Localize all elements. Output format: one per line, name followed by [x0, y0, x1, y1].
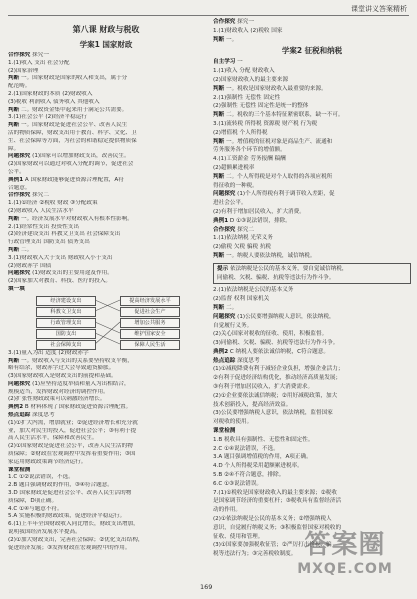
watermark-brand: 答案圈 — [304, 530, 386, 560]
text-line: 1.C ①②说法错误，不选。 — [8, 474, 74, 481]
text-line: 判断 一。国家财政是国家的收入和支出，属于分 — [8, 75, 128, 82]
text-line: 劳务服务各个环节的增值额。 — [213, 147, 286, 154]
text-line: (2)强制性 无偿性 固定性是统一的整体 — [213, 103, 309, 110]
text-line: 业，加大对民生的投入，促进社会公平；③有利于提 — [8, 427, 137, 434]
text-line: 典例1 A 国家财政能够促进资源合理配置，A符 — [8, 176, 124, 183]
text-line: 热点追踪 深度思考 — [213, 357, 260, 364]
text-line: (2)偷税 欠税 骗税 抗税 — [213, 244, 272, 251]
text-line: 活的物质保障，财政支出用于教育、科学、文化、卫 — [8, 129, 137, 136]
text-line: (3)同偷税、欠税、骗税、抗税等违法行为作斗争。 — [213, 340, 339, 347]
text-line: 3.(1)量入为出 适度 (2)财政赤字 — [8, 349, 89, 356]
text-line: 3.A 题目强调增值税的作用，A项正确。 — [213, 454, 312, 461]
text-line: 4.D 个人所得税采用超额累进税率。 — [213, 463, 303, 470]
text-line: (2)财政收入 人民生活水平 — [8, 207, 74, 214]
diagram-box-right: 维护国家安全 — [120, 329, 180, 339]
diagram-box-right: 促进社会生产 — [120, 307, 180, 317]
text-line: (2)关心国家对税收的征收、使用，积极监督。 — [213, 331, 328, 338]
text-line: 判断 一。财政收入与支出的关系要坚持收支平衡， — [8, 357, 133, 364]
text-line: ③有利于增加居民收入，扩大消费需求。 — [213, 384, 314, 391]
text-line: 税等违法行为；③完善税收制度。 — [213, 551, 297, 558]
text-line: 判断 一。经济发展水平对财政收入有根本性影响。 — [8, 215, 133, 222]
text-line: 判断 一。增值税的征税对象是商品生产、流通和 — [213, 138, 333, 145]
expenditure-diagram — [8, 294, 204, 350]
text-line: 3.(1)流转税 所得税 资源税 财产税 行为税 — [213, 120, 318, 127]
text-line: (3)税收 利润收入 债务收入 其他收入 — [8, 98, 100, 105]
text-line: 意识，自觉履行纳税义务；③积极监督国家对税收的 — [213, 524, 342, 531]
text-line: 课堂检测 — [213, 428, 236, 435]
text-line: 判断 二。税收的三个基本特征紧密联系，缺一不可。 — [213, 112, 344, 119]
running-header: 课堂讲义答案精析 — [351, 5, 407, 13]
text-line: 行政管理支出 国防支出 债务支出 — [8, 239, 90, 246]
text-line: 4.(1)工资薪金 劳务报酬 稿酬 — [213, 156, 286, 163]
connector-line — [95, 322, 120, 344]
answer-block — [8, 350, 204, 553]
text-line: 提示 依法纳税是公民的基本义务，要自觉诚信纳税， — [217, 265, 348, 272]
text-line: 1.(1)收入 支出 社会分配 — [8, 59, 70, 66]
text-line: 问题探究 (1)财政支出的主要用途及作用。 — [8, 270, 113, 277]
text-line: (3)①国家要加强税收征管；②严厉打击偷税、骗 — [213, 542, 332, 549]
text-line: 合作探究 探究一 — [213, 19, 254, 25]
text-line: 质保障；②财政在宏观调控中发挥着重要作用；③国 — [8, 451, 136, 458]
text-line: (2)国家治理 — [8, 67, 39, 74]
text-line: 问题探究 (1)国家可以增加财政支出，改善民生。 — [8, 153, 130, 160]
text-line: 障。 — [8, 145, 20, 152]
text-line: 进社会公平。 — [213, 200, 247, 207]
text-line: 4.C ①④与题意不符。 — [8, 505, 63, 512]
note-box — [213, 263, 411, 285]
text-line: 问题探究 (1)公民要增强纳税人意识，依法纳税， — [213, 313, 335, 320]
right-column — [213, 18, 411, 559]
answer-block — [8, 52, 204, 294]
text-line: 高人民生活水平，保障和改善民生。 — [8, 435, 98, 442]
text-line: 配范畴。 — [8, 83, 31, 90]
text-line: 促进经济发展；③发挥财政在宏观调控中的作用。 — [8, 544, 131, 551]
text-line: 略有结余，财政赤字过大会导致通货膨胀。 — [8, 365, 115, 372]
text-line: (2)①依法纳税是公民的基本义务；②增强纳税人 — [213, 516, 332, 523]
text-line: ②有利于促进经济结构优化，推动经济高质量发展； — [213, 375, 342, 382]
text-line: 5.A 实施积极的财政政策，促进经济平稳运行。 — [8, 513, 126, 520]
text-line: 生、社会保障等方面，为社会的和谐稳定提供物质保 — [8, 137, 137, 144]
text-line: 判断 二。财政资金集中起来用于满足公共需要。 — [8, 106, 128, 113]
text-line: 判断 二。 — [213, 304, 238, 311]
text-line: 是国家调节经济的重要杠杆；③税收具有监督经济活 — [213, 498, 342, 505]
connector-line — [95, 322, 120, 333]
diagram-box-left: 国防支出 — [36, 329, 96, 339]
text-line: 合作探究 探究一 — [8, 52, 49, 58]
text-line: 3.(1)财政收入大于支出 财政收入小于支出 — [8, 254, 113, 261]
text-line: 3.D 国家财政是促进社会公平、改善人民生活的物 — [8, 490, 132, 497]
text-line: (2)超额累进税率 — [213, 164, 255, 171]
text-line: (2)监督 权利 国家机关 — [213, 296, 270, 303]
text-line: 课堂检测 — [8, 466, 31, 473]
answer-block — [213, 58, 411, 260]
text-line: (3)公民要增强纳税人意识，依法纳税，监督国家 — [213, 410, 333, 417]
lesson-title: 学案1 国家财政 — [79, 40, 133, 49]
answer-block — [213, 286, 411, 559]
text-line: (1)①扩大内需，增加就业；②促进经济增长和充分就 — [8, 419, 138, 426]
text-line: (2)财政赤字 国债 — [8, 262, 52, 269]
text-line: 7.(1)①税收是国家财政收入的最主要来源；②税收 — [213, 489, 337, 496]
watermark-logo — [290, 530, 400, 578]
text-line: (2)①国家财政是促进社会公平，改善人民生活的物 — [8, 443, 133, 450]
text-line: 征收、使用和管理。 — [213, 533, 264, 540]
text-line: (2)①加大财政支出，完善社会保障；②优化支出结构， — [8, 536, 144, 543]
text-line: (2)国家财政可以通过对收入分配的调节，促进社会 — [8, 161, 134, 168]
text-line: 得征收的一种税。 — [213, 182, 258, 189]
text-line: 2.(1)经常性支出 投资性支出 — [8, 223, 79, 230]
text-line: 判断 一。税收是国家财政收入最重要的来源。 — [213, 85, 327, 92]
text-line: 自觉履行义务。 — [213, 322, 253, 329]
text-line: 合题意。 — [8, 184, 31, 191]
text-line: 自主学习 一 — [213, 59, 243, 66]
text-line: 典例2 B 材料体现了国家财政促进资源合理配置。 — [8, 404, 132, 411]
text-line: 1.(1)①经济 ②税收 财政 ③分配政策 — [8, 200, 98, 207]
text-line: 1.(1)财政收入 (2)税收 国家 — [213, 27, 283, 34]
text-line: 2.(1)强制性 无偿性 固定性 — [213, 94, 281, 101]
text-line: 规模适当，发挥财政对经济的调控作用。 — [8, 388, 109, 395]
text-line: 家运用财政政策调节经济运行。 — [8, 458, 87, 465]
text-line: 合作探究 探究二 — [213, 226, 254, 233]
text-line: 公平。 — [8, 168, 25, 175]
text-line: 填一填 — [8, 285, 25, 292]
text-line: 说明我国经济发展水平提高。 — [8, 529, 81, 536]
text-line: 合作探究 探究二 — [8, 192, 49, 199]
diagram-box-left: 经济建设支出 — [36, 296, 96, 306]
text-line: 2.B 题目强调财政的作用，③④符合题意。 — [8, 482, 113, 489]
text-line: (1)①减税降费有利于减轻企业负担，增强企业活力； — [213, 366, 344, 373]
text-line: 6.C ①③说法错误。 — [213, 480, 263, 487]
text-line: 1.(1)收入 分配 财政收入 — [213, 68, 275, 75]
text-line: 判断 一。 — [213, 36, 238, 43]
text-line: 典例1 D ①③说法错误，排除。 — [213, 217, 291, 224]
text-line: 问题探究 (1)个人所得税有利于调节收入差距，促 — [213, 191, 335, 198]
answer-block — [213, 18, 411, 44]
text-line: 技术创新投入，提高经济效益。 — [213, 401, 292, 408]
text-line: (2)①企业要依法诚信纳税；②用好减税政策，加大 — [213, 392, 338, 399]
connector-line — [95, 333, 120, 344]
text-line: 5.B ②④不符合题意，排除。 — [213, 472, 285, 479]
text-line: 典例2 C 纳税人要依法诚信纳税，C符合题意。 — [213, 348, 329, 355]
text-line: (2)经济建设支出 科教文卫支出 社会保障支出 — [8, 231, 121, 238]
header-divider — [8, 15, 409, 16]
text-line: 6.(1)上半年全国财政收入同比增长，财政支出增加， — [8, 521, 139, 528]
text-line: (2)国家财政收入的最主要来源 — [213, 76, 289, 83]
diagram-box-left: 科教文卫支出 — [36, 307, 96, 317]
text-line: 热点追踪 深度思考 — [8, 412, 55, 419]
text-line: (2)增值税 个人所得税 — [213, 129, 268, 136]
text-line: 判断 二。个人所得税是对个人取得的各项应税所 — [213, 173, 333, 180]
diagram-box-left: 行政管理支出 — [36, 318, 96, 328]
diagram-box-right: 增加公共服务 — [120, 318, 180, 328]
text-line: (2)国家加大对教育、科技、医疗的投入。 — [8, 278, 112, 285]
text-line: 2.(1)国家财政的本质 (2)财政收入 — [8, 90, 93, 97]
text-line: (2)有利于增加居民收入，扩大消费。 — [213, 208, 305, 215]
text-line: 判断 一。国家财政是促进社会公平、改善人民生 — [8, 122, 128, 129]
text-line: 对税收的使用。 — [213, 419, 253, 426]
text-line: 1.(1)依法纳税 光荣义务 — [213, 235, 273, 242]
diagram-box-left: 社会保障支出 — [36, 340, 96, 350]
text-line: (2)扩张性财政政策可以刺激经济增长。 — [8, 396, 106, 403]
text-line: 问题探究 (1)应坚持适度举债和量入为出相结合， — [8, 380, 130, 387]
lesson-title: 学案2 征税和纳税 — [281, 46, 343, 56]
page-number: 169 — [200, 583, 213, 591]
text-line: 判断 一。纳税人要依法纳税，诚信纳税。 — [213, 252, 316, 259]
text-line: 动的作用。 — [213, 507, 241, 514]
left-column — [8, 22, 204, 552]
watermark-url: MXQE.COM — [297, 561, 393, 577]
text-line: 2.C ①④说法错误，不选。 — [213, 445, 279, 452]
chapter-title: 第八课 财政与税收 — [72, 25, 140, 34]
text-line: (3)国家财政收入是财政支出的前提和基础。 — [8, 373, 117, 380]
text-line: 同偷税、欠税、骗税、抗税等违法行为作斗争。 — [217, 274, 335, 281]
diagram-box-right: 提高经济发展水平 — [120, 296, 180, 306]
text-line: 1.B 税收具有强制性、无偿性和固定性。 — [213, 436, 314, 443]
text-line: 3.(1)社会公平 (2)经济平稳运行 — [8, 114, 87, 121]
text-line: 2.(1)依法纳税是公民的基本义务 — [213, 287, 294, 294]
diagram-box-right: 保障人民生活 — [120, 340, 180, 350]
text-line: 判断 二。 — [8, 246, 33, 253]
text-line: 质保障，D项正确。 — [8, 497, 58, 504]
